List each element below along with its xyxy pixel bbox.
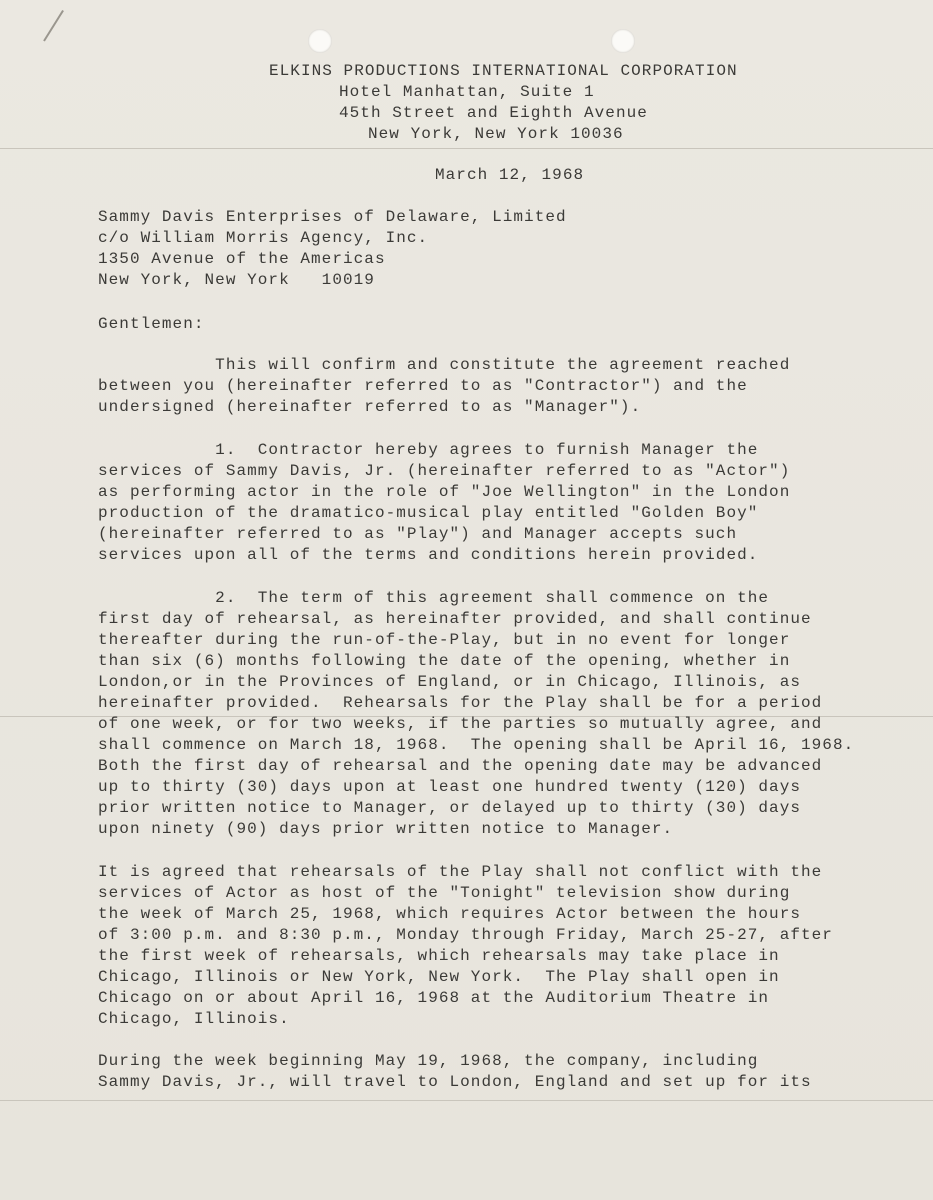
pencil-mark (43, 10, 64, 42)
fold-line (0, 148, 933, 149)
body-line: 1. Contractor hereby agrees to furnish Manager the (98, 441, 759, 459)
address-line: Sammy Davis Enterprises of Delaware, Limited (98, 208, 567, 226)
body-line: the week of March 25, 1968, which requires Actor between the hours (98, 905, 802, 923)
salutation: Gentlemen: (98, 315, 205, 333)
body-line: London,or in the Provinces of England, or in Chicago, Illinois, as (98, 673, 802, 691)
body-line: shall commence on March 18, 1968. The opening shall be April 16, 1968. (98, 736, 855, 754)
body-line: undersigned (hereinafter referred to as "Manager"). (98, 398, 642, 416)
punch-hole (308, 29, 332, 53)
body-line: prior written notice to Manager, or delayed up to thirty (30) days (98, 799, 802, 817)
body-line: Chicago, Illinois or New York, New York. The Play shall open in (98, 968, 780, 986)
body-line: services upon all of the terms and conditions herein provided. (98, 546, 759, 564)
company-name: ELKINS PRODUCTIONS INTERNATIONAL CORPORATION (269, 62, 738, 80)
address-line: c/o William Morris Agency, Inc. (98, 229, 429, 247)
body-line: of one week, or for two weeks, if the parties so mutually agree, and (98, 715, 823, 733)
body-line: the first week of rehearsals, which rehearsals may take place in (98, 947, 780, 965)
body-line: than six (6) months following the date of the opening, whether in (98, 652, 791, 670)
address-line: 1350 Avenue of the Americas (98, 250, 386, 268)
hotel-line: Hotel Manhattan, Suite 1 (339, 83, 595, 101)
street-line: 45th Street and Eighth Avenue (339, 104, 648, 122)
fold-line (0, 1100, 933, 1101)
city-line: New York, New York 10036 (368, 125, 624, 143)
letter-date: March 12, 1968 (435, 166, 585, 184)
body-line: of 3:00 p.m. and 8:30 p.m., Monday through Friday, March 25-27, after (98, 926, 833, 944)
body-line: Chicago on or about April 16, 1968 at the Auditorium Theatre in (98, 989, 770, 1007)
body-line: It is agreed that rehearsals of the Play shall not conflict with the (98, 863, 823, 881)
punch-hole (611, 29, 635, 53)
body-line: During the week beginning May 19, 1968, the company, including (98, 1052, 759, 1070)
body-line: thereafter during the run-of-the-Play, but in no event for longer (98, 631, 791, 649)
body-line: Chicago, Illinois. (98, 1010, 290, 1028)
body-line: (hereinafter referred to as "Play") and Manager accepts such (98, 525, 738, 543)
body-line: 2. The term of this agreement shall commence on the (98, 589, 770, 607)
body-line: up to thirty (30) days upon at least one hundred twenty (120) days (98, 778, 802, 796)
body-line: first day of rehearsal, as hereinafter provided, and shall continue (98, 610, 812, 628)
body-line: upon ninety (90) days prior written notice to Manager. (98, 820, 674, 838)
body-line: production of the dramatico-musical play entitled "Golden Boy" (98, 504, 759, 522)
body-line: services of Sammy Davis, Jr. (hereinafter referred to as "Actor") (98, 462, 791, 480)
body-line: Sammy Davis, Jr., will travel to London, England and set up for its (98, 1073, 812, 1091)
body-line: between you (hereinafter referred to as "Contractor") and the (98, 377, 748, 395)
address-line: New York, New York 10019 (98, 271, 375, 289)
body-line: as performing actor in the role of "Joe Wellington" in the London (98, 483, 791, 501)
body-line: services of Actor as host of the "Tonight" television show during (98, 884, 791, 902)
body-line: Both the first day of rehearsal and the opening date may be advanced (98, 757, 823, 775)
body-line: hereinafter provided. Rehearsals for the Play shall be for a period (98, 694, 823, 712)
body-line: This will confirm and constitute the agreement reached (98, 356, 791, 374)
